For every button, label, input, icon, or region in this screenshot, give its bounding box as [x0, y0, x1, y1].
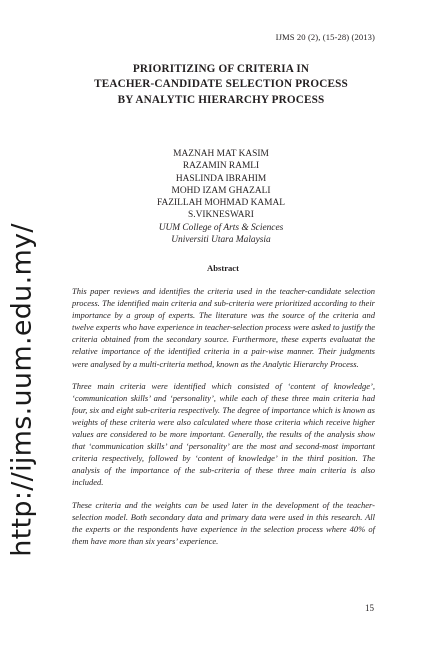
abstract-paragraph: These criteria and the weights can be used later in the development of the teacher-selection model. Both secondary data and primary data were used in this research. All the experts or the respondents have experience in the selection process where 40% of them have more than six years’ experience. — [72, 499, 375, 546]
title-line: BY ANALYTIC HIERARCHY PROCESS — [117, 93, 325, 106]
abstract-paragraph: This paper reviews and identifies the criteria used in the teacher-candidate selection process. The identified main criteria and sub-criteria were prioritized according to their importance by a group of experts. The literature was the source of the criteria and twelve experts who have experience in teacher-selection process were asked to justify the criteria obtained from the secondary source. Furthermore, these experts evaluatat the relative importance of the identified criteria in a pair-wise manner. Their judgments were analysed by a multi-criteria method, known as the Analytic Hierarchy Process. — [72, 286, 375, 369]
author-name: HASLINDA IBRAHIM — [175, 173, 267, 184]
affiliation-university: Universiti Utara Malaysia — [171, 235, 271, 246]
affiliation-college: UUM College of Arts & Sciences — [158, 222, 284, 233]
abstract-heading: Abstract — [207, 263, 239, 273]
watermark-url: http://ijms.uum.edu.my/ — [6, 223, 38, 557]
title-line: TEACHER-CANDIDATE SELECTION PROCESS — [94, 78, 348, 91]
author-name: MOHD IZAM GHAZALI — [171, 185, 271, 196]
watermark — [0, 0, 36, 648]
author-name: MAZNAH MAT KASIM — [173, 149, 269, 159]
author-name: FAZILLAH MOHMAD KAMAL — [157, 198, 285, 209]
author-name: S.VIKNESWARI — [188, 210, 254, 221]
page-number: 15 — [365, 603, 374, 613]
abstract-paragraph: Three main criteria were identified which consisted of ‘content of knowledge’, ‘communication skills’ and ‘personality’, while each of these three main criteria had four, six and eight sub-criteria respectively. The degree of importance which is known as weights of these criteria were also calculated where those criteria which receive higher values are considered to be more important. Generally, the results of the analysis show that ‘communication skills’ and ‘personality’ are the most and second-most important criteria respectively, followed by ‘content of knowledge’ in the third position. The analysis of the importance of the sub-criteria of these three main criteria is also included. — [72, 380, 375, 488]
paper-title — [60, 62, 382, 108]
author-list — [120, 148, 322, 246]
abstract-body — [72, 285, 375, 557]
title-line: PRIORITIZING OF CRITERIA IN — [132, 63, 310, 75]
author-name: RAZAMIN RAMLI — [182, 161, 260, 172]
journal-citation: IJMS 20 (2), (15-28) (2013) — [275, 32, 375, 42]
